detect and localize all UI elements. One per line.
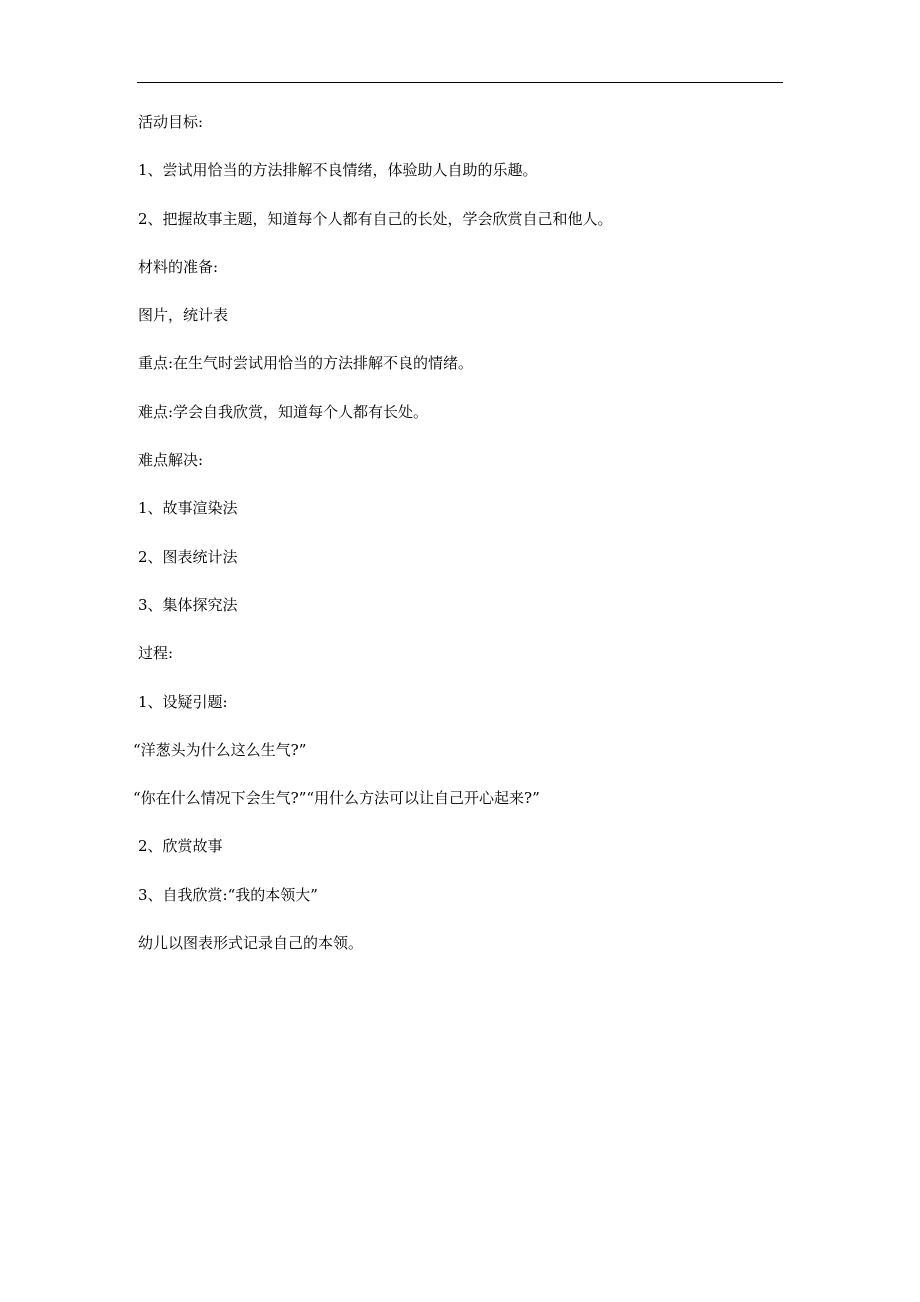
- solution-item-2: 2、图表统计法: [138, 547, 238, 566]
- solution-item-3: 3、集体探究法: [138, 595, 238, 614]
- process-step-3: 3、自我欣赏:“我的本领大”: [138, 885, 318, 904]
- section-heading-process: 过程:: [138, 644, 174, 663]
- key-point-text: 重点:在生气时尝试用恰当的方法排解不良的情绪。: [138, 354, 474, 373]
- document-body: [133, 112, 784, 981]
- process-step-1: 1、设疑引题:: [138, 692, 228, 711]
- materials-text: 图片，统计表: [138, 306, 229, 325]
- process-question-1: “洋葱头为什么这么生气?”: [133, 740, 307, 759]
- goal-item-2: 2、把握故事主题，知道每个人都有自己的长处，学会欣赏自己和他人。: [138, 209, 613, 228]
- section-heading-goals: 活动目标:: [138, 113, 204, 131]
- solution-item-1: 1、故事渲染法: [138, 499, 238, 518]
- section-heading-solutions: 难点解决:: [138, 451, 204, 470]
- difficulty-text: 难点:学会自我欣赏，知道每个人都有长处。: [138, 402, 429, 421]
- process-step-2: 2、欣赏故事: [138, 837, 223, 856]
- section-heading-materials: 材料的准备:: [138, 257, 219, 276]
- goal-item-1: 1、尝试用恰当的方法排解不良情绪，体验助人自助的乐趣。: [138, 161, 538, 180]
- process-question-2: “你在什么情况下会生气?”“用什么方法可以让自己开心起来?”: [133, 789, 540, 808]
- process-note: 幼儿以图表形式记录自己的本领。: [138, 934, 364, 953]
- header-rule: [137, 82, 783, 83]
